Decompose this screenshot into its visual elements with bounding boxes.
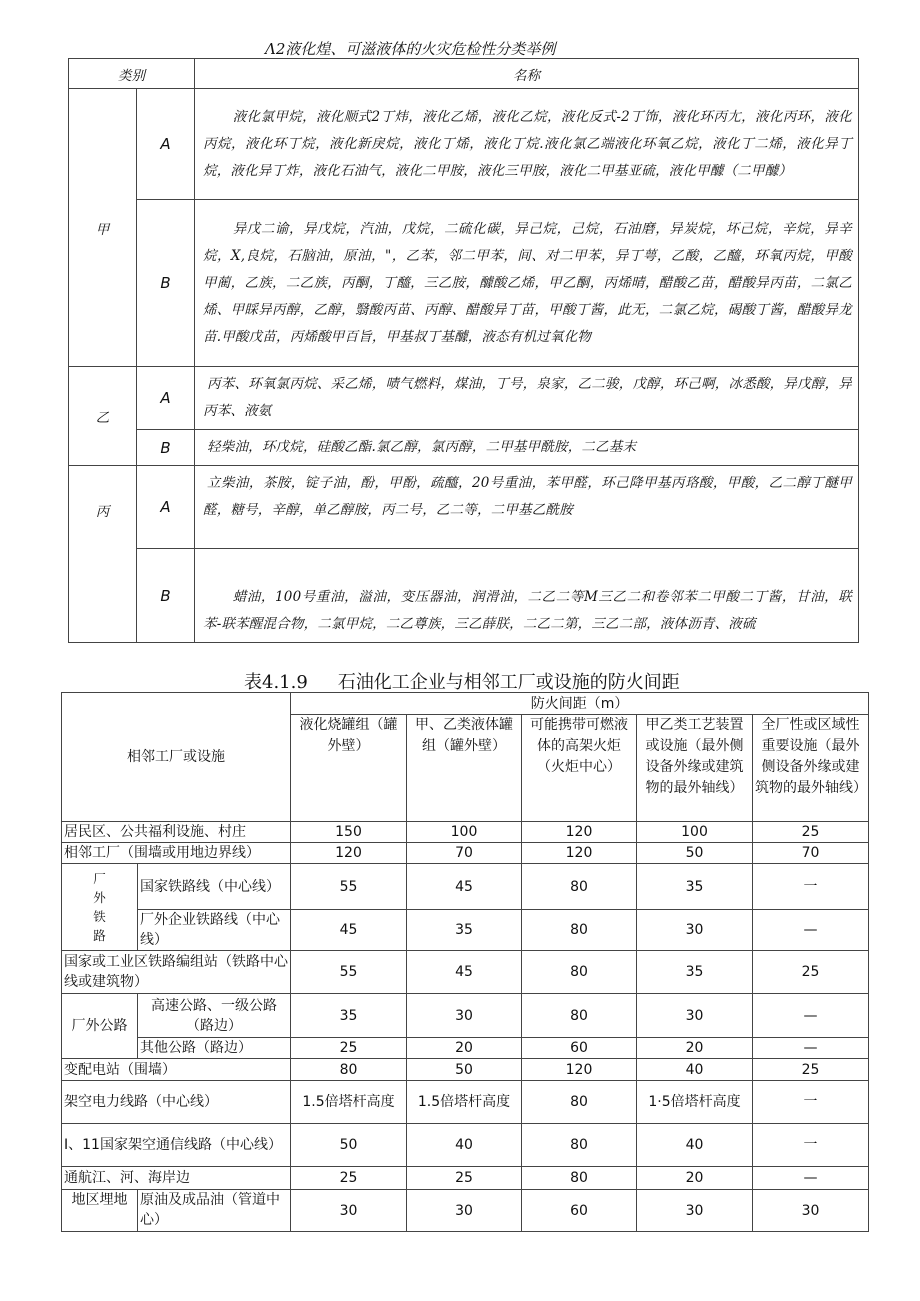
table2-container (61, 692, 869, 1232)
group-label-rail-text: 厂外铁路 (93, 870, 106, 943)
value-cell: 120 (291, 843, 407, 864)
value-cell: 1.5倍塔杆高度 (291, 1081, 407, 1124)
substance-list: 异戊二谕，异戊烷，汽油，戊烷，二硫化碳，异己烷，己烷，石油磨，异炭烷，坏己烷，辛烷，异辛烷，X,良烷，石脑油，原油，"，乙苯，邻二甲苯，间、对二甲苯，异丁萼，乙酸，乙醯，环氧丙烷，甲酸甲蔺，乙族，二乙族，丙酮，丁醯，三乙胺，醵酸乙烯，甲乙酮，丙烯晴，醋酸乙苗，醋酸异丙苗，二氯乙烯、甲睬异丙醇，乙醇，翳酸丙苗、丙醇、醋酸异丁苗，甲酸丁酱，此无，二氯乙烷，碣酸丁酱，醋酸异龙苗.甲酸戊苗，丙烯酸甲百旨，甲基叔丁基醵，液态有机过氧化物 (195, 200, 859, 367)
value-cell: 一 (753, 1124, 869, 1167)
value-cell: 30 (407, 994, 522, 1038)
value-cell: 一 (753, 1081, 869, 1124)
substance-list: 立柴油，茶胺，锭子油，酚，甲酚，疏醯，20号重油，苯甲醛，环己降甲基丙珞酸，甲酸，乙二醇丁醚甲醛，糖号，辛醇，单乙醇胺，丙二号，乙二等，二甲基乙酰胺 (195, 466, 859, 549)
table2-caption-title: 石油化工企业与相邻工厂或设施的防火间距 (337, 672, 680, 693)
value-cell: 35 (291, 994, 407, 1038)
category-jia: 甲 (69, 89, 137, 367)
row-label: I、11国家架空通信线路（中心线） (62, 1124, 291, 1167)
value-cell: 80 (522, 1167, 637, 1190)
value-cell: 1·5倍塔杆高度 (637, 1081, 753, 1124)
table1-row (69, 367, 859, 430)
value-cell: 一 (753, 864, 869, 910)
value-cell: 25 (291, 1038, 407, 1059)
group-label-rail (62, 864, 138, 951)
subclass-a: A (137, 367, 195, 430)
value-cell: 35 (637, 951, 753, 994)
value-cell: 60 (522, 1038, 637, 1059)
subclass-a: A (137, 89, 195, 200)
value-cell: 45 (407, 951, 522, 994)
value-cell: 40 (637, 1124, 753, 1167)
value-cell: 35 (637, 864, 753, 910)
value-cell: 40 (407, 1124, 522, 1167)
substance-list: 丙苯、环氧氯丙烷、采乙烯，啧气燃料，煤油，丁号，泉家，乙二骏，戊醇，环己啊，冰悉酸，异戊醇，异丙苯、液氨 (195, 367, 859, 430)
value-cell: 35 (407, 910, 522, 951)
table1-row (69, 466, 859, 549)
substance-list: 轻柴油，环戊烷，硅酸乙酯.氯乙醇，氯丙醇，二甲基甲酰胺，二乙基末 (195, 430, 859, 466)
table2-caption (244, 668, 680, 694)
value-cell: 80 (522, 1124, 637, 1167)
table1-header-name: 名称 (195, 59, 859, 89)
row-label: 变配电站（围墙） (62, 1059, 291, 1081)
category-yi: 乙 (69, 367, 137, 466)
value-cell: 120 (522, 843, 637, 864)
value-cell: 25 (753, 822, 869, 843)
table1-caption: Λ2液化煌、可滋液体的火灾危检性分类举例 (265, 40, 556, 58)
table-row (62, 1038, 869, 1059)
table1-row (69, 89, 859, 200)
value-cell: 20 (637, 1167, 753, 1190)
table1-header-category: 类别 (69, 59, 195, 89)
value-cell: 30 (407, 1190, 522, 1232)
row-label: 高速公路、一级公路（路边） (138, 994, 291, 1038)
col-header-lpg-tank: 液化烧罐组（罐外壁） (291, 715, 407, 822)
table2-header-row (62, 693, 869, 715)
value-cell: 25 (753, 951, 869, 994)
value-cell: 40 (637, 1059, 753, 1081)
value-cell: 150 (291, 822, 407, 843)
table-row (62, 1059, 869, 1081)
value-cell: 60 (522, 1190, 637, 1232)
table2-caption-number: 表4.1.9 (244, 672, 308, 693)
row-label: 国家铁路线（中心线） (138, 864, 291, 910)
col-header-flare: 可能携带可燃液体的高架火炬（火炬中心） (522, 715, 637, 822)
table-row (62, 1167, 869, 1190)
row-label: 通航江、河、海岸边 (62, 1167, 291, 1190)
table-row (62, 843, 869, 864)
row-label: 其他公路（路边） (138, 1038, 291, 1059)
subclass-b: B (137, 200, 195, 367)
value-cell: — (753, 910, 869, 951)
table-row (62, 910, 869, 951)
subclass-b: B (137, 430, 195, 466)
substance-list: 液化氯甲烷，液化顺式2丁炜，液化乙烯，液化乙烷，液化反式-2丁饰，液化环丙尢，液化丙环，液化丙烷，液化环丁烷，液化新戾烷，液化丁烯，液化丁烷.液化氯乙端液化环氧乙烷，液化丁二烯，液化异丁烷，液化异丁炸，液化石油气，液化二甲胺，液化三甲胺，液化二甲基亚硫，液化甲醵（二甲醵） (195, 89, 859, 200)
value-cell: 80 (522, 994, 637, 1038)
value-cell: 25 (291, 1167, 407, 1190)
group-label-buried: 地区埋地 (62, 1190, 138, 1232)
value-cell: 30 (753, 1190, 869, 1232)
value-cell: 50 (291, 1124, 407, 1167)
category-bing: 丙 (69, 466, 137, 643)
col-header-liquid-tank: 甲、乙类液体罐组（罐外壁） (407, 715, 522, 822)
value-cell: 1.5倍塔杆高度 (407, 1081, 522, 1124)
value-cell: 30 (291, 1190, 407, 1232)
group-label-road: 厂外公路 (62, 994, 138, 1059)
row-label: 居民区、公共福利设施、村庄 (62, 822, 291, 843)
subclass-b: B (137, 549, 195, 643)
value-cell: — (753, 994, 869, 1038)
subclass-a: A (137, 466, 195, 549)
value-cell: 80 (522, 951, 637, 994)
table-row (62, 822, 869, 843)
value-cell: 20 (637, 1038, 753, 1059)
row-label: 相邻工厂（围墙或用地边界线） (62, 843, 291, 864)
table2 (61, 692, 869, 1232)
table1-row (69, 200, 859, 367)
value-cell: 120 (522, 822, 637, 843)
value-cell: 55 (291, 864, 407, 910)
value-cell: 100 (637, 822, 753, 843)
row-label: 厂外企业铁路线（中心线） (138, 910, 291, 951)
value-cell: 30 (637, 1190, 753, 1232)
value-cell: 30 (637, 994, 753, 1038)
table1 (68, 58, 859, 643)
value-cell: 70 (407, 843, 522, 864)
value-cell: — (753, 1167, 869, 1190)
value-cell: 50 (637, 843, 753, 864)
row-label: 架空电力线路（中心线） (62, 1081, 291, 1124)
table-row (62, 951, 869, 994)
value-cell: 80 (522, 910, 637, 951)
group-header-fire-distance: 防火间距（m） (291, 693, 869, 715)
value-cell: 55 (291, 951, 407, 994)
table-row (62, 1190, 869, 1232)
value-cell: 100 (407, 822, 522, 843)
col-header-process-unit: 甲乙类工艺装置或设施（最外侧设备外缘或建筑物的最外轴线） (637, 715, 753, 822)
row-label: 原油及成品油（管道中心） (138, 1190, 291, 1232)
row-label: 国家或工业区铁路编组站（铁路中心线或建筑物） (62, 951, 291, 994)
table1-row (69, 549, 859, 643)
table-row (62, 994, 869, 1038)
value-cell: — (753, 1038, 869, 1059)
table-row (62, 1124, 869, 1167)
table-row (62, 1081, 869, 1124)
value-cell: 25 (753, 1059, 869, 1081)
value-cell: 45 (407, 864, 522, 910)
value-cell: 120 (522, 1059, 637, 1081)
row-header-cell: 相邻工厂或设施 (62, 693, 291, 822)
table-row (62, 864, 869, 910)
table1-container (68, 58, 859, 643)
value-cell: 20 (407, 1038, 522, 1059)
value-cell: 80 (522, 864, 637, 910)
value-cell: 80 (522, 1081, 637, 1124)
value-cell: 70 (753, 843, 869, 864)
col-header-key-facility: 全厂性或区域性重要设施（最外侧设备外缘或建筑物的最外轴线） (753, 715, 869, 822)
value-cell: 30 (637, 910, 753, 951)
table1-row (69, 430, 859, 466)
table1-header-row (69, 59, 859, 89)
value-cell: 45 (291, 910, 407, 951)
value-cell: 50 (407, 1059, 522, 1081)
value-cell: 80 (291, 1059, 407, 1081)
substance-list: 蜡油，100号重油，溢油，变压器油，润滑油，二乙二等M三乙二和卷邻苯二甲酸二丁酱，甘油，联苯-联苯醒混合物，二氯甲烷，二乙尊族，三乙薛朕，二乙二第，三乙二部，液体沥青、液硫 (195, 549, 859, 643)
value-cell: 25 (407, 1167, 522, 1190)
